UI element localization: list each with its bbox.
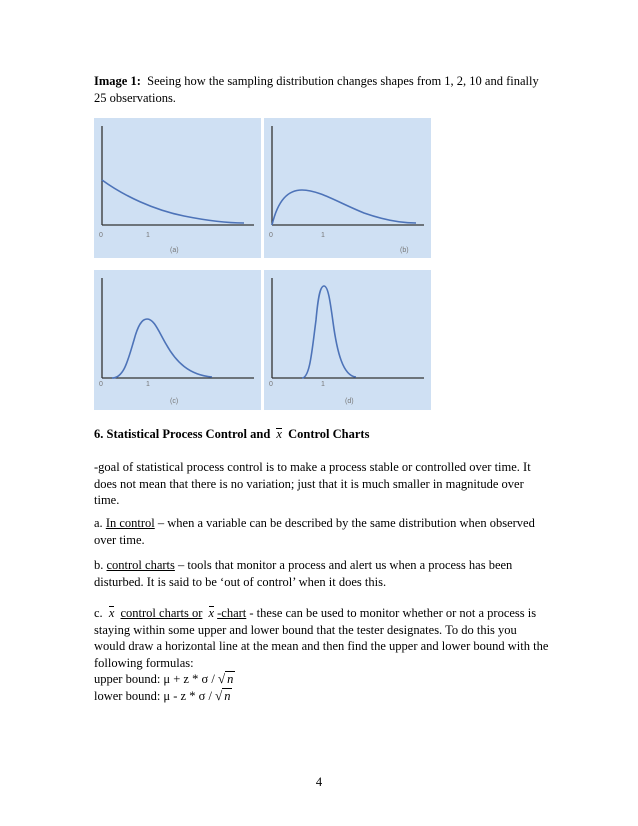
sqrt-n-lower [215, 688, 232, 705]
item-a-prefix: a. [94, 516, 103, 530]
xbar-chart-term: -chart [217, 606, 247, 620]
item-b-prefix: b. [94, 558, 104, 572]
chart-a-svg [94, 118, 261, 258]
caption-label: Image 1: [94, 74, 141, 88]
page-number: 4 [315, 775, 323, 789]
item-c-prefix: c. [94, 606, 103, 620]
in-control-text: – when a variable can be described by the same distribution when observed over time. [94, 516, 535, 547]
chart-panel-c [94, 270, 261, 410]
chart-a-curve [102, 180, 244, 223]
chart-c-curve [112, 319, 212, 378]
n-symbol: n [224, 688, 231, 703]
chart-d-label: (d) [345, 398, 354, 405]
x-bar-symbol-1: x [108, 606, 115, 620]
control-charts-text: – tools that monitor a process and alert us when a process has been disturbed. It is said to be ‘out of control’ when it does this. [94, 558, 513, 589]
xbar-charts-paragraph [94, 605, 549, 704]
chart-panel-a [94, 118, 261, 258]
goal-paragraph: -goal of statistical process control is to make a process stable or controlled over time. It does not mean that there is no variation; just that it is much smaller in magnitude over time. [94, 460, 531, 507]
xbar-charts-text: - these can be used to monitor whether or not a process is staying within some upper and lower bound that the tester designates. To do this you would draw a horizontal line at the mean and then find the upper and lower bound with the following formulas: [94, 606, 549, 670]
chart-a-tick-0: 0 [99, 232, 103, 239]
upper-bound-formula: upper bound: μ + z * σ / [94, 672, 215, 686]
sqrt-n-upper [218, 671, 235, 688]
control-charts-term: control charts [106, 558, 175, 572]
in-control-paragraph [94, 515, 549, 548]
in-control-term: In control [105, 516, 155, 530]
chart-c-tick-1: 1 [146, 381, 150, 388]
x-bar-symbol: x [276, 427, 282, 441]
chart-panel-d [264, 270, 431, 410]
chart-c-tick-0: 0 [99, 381, 103, 388]
lower-bound-formula: lower bound: μ - z * σ / [94, 688, 212, 703]
chart-c-label: (c) [170, 398, 179, 405]
section-heading [94, 427, 369, 442]
chart-b-tick-0: 0 [269, 232, 273, 239]
image-caption [94, 73, 554, 107]
x-bar-symbol-2: x [208, 606, 215, 620]
chart-d-curve [302, 286, 356, 378]
caption-text: Seeing how the sampling distribution changes shapes from 1, 2, 10 and finally 25 observations. [94, 74, 539, 105]
n-symbol: n [227, 672, 234, 686]
chart-a-label: (a) [170, 247, 179, 254]
chart-b-tick-1: 1 [321, 232, 325, 239]
radical-sign: √ [215, 687, 223, 703]
heading-text-post: Control Charts [288, 427, 370, 441]
xbar-charts-term: control charts or [120, 606, 203, 620]
chart-panel-b [264, 118, 431, 258]
radical-sign: √ [217, 671, 226, 686]
chart-b-svg [264, 118, 431, 258]
chart-d-svg [264, 270, 431, 410]
heading-text-pre: 6. Statistical Process Control and [94, 427, 271, 441]
chart-d-tick-1: 1 [321, 381, 325, 388]
chart-b-label: (b) [400, 247, 409, 254]
chart-a-tick-1: 1 [146, 232, 150, 239]
control-charts-paragraph [94, 557, 549, 590]
chart-b-curve [272, 190, 416, 225]
chart-c-svg [94, 270, 261, 410]
chart-d-tick-0: 0 [269, 381, 273, 388]
